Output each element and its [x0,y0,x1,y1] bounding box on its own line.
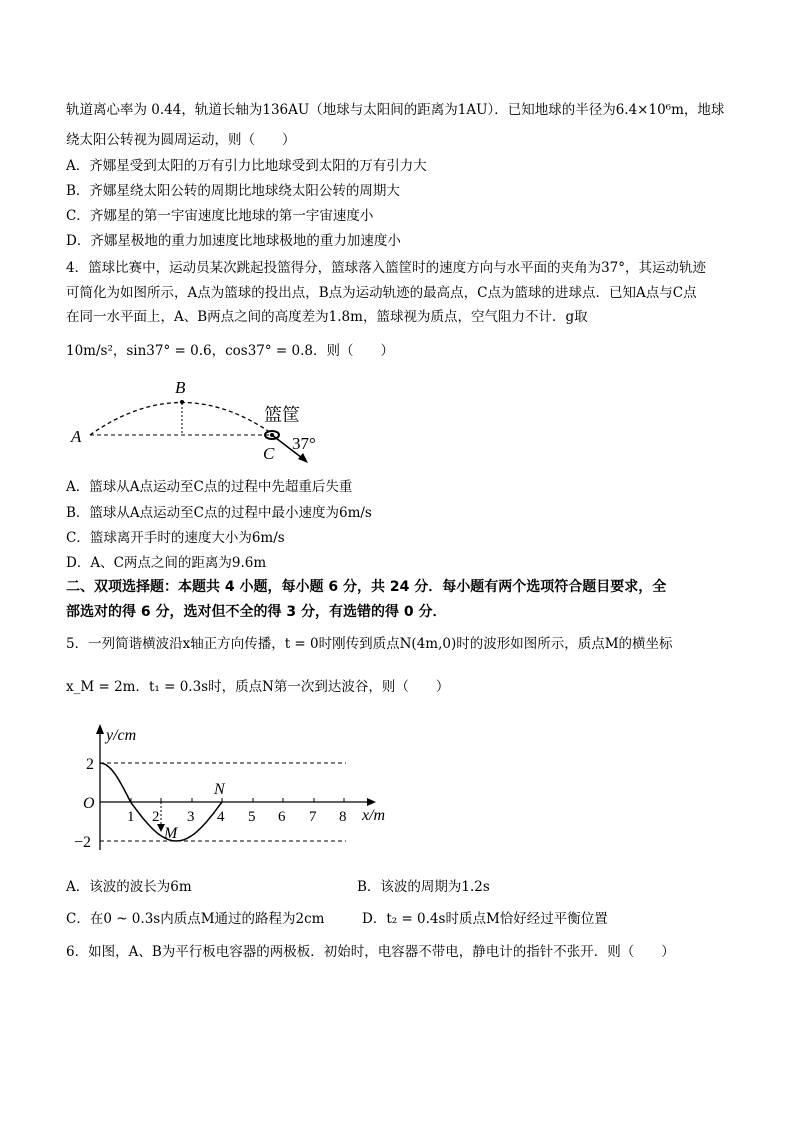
q5-option-d: D．t₂ = 0.4s时质点M恰好经过平衡位置 [362,911,608,927]
q4-option-c: C．篮球离开手时的速度大小为6m/s [66,530,285,546]
q3-stem-line1: 轨道离心率为 0.44，轨道长轴为136AU（地球与太阳间的距离为1AU）．已知地球的半径为6.4×10⁶m，地球 [66,102,725,118]
x-tick-2: 2 [152,809,160,825]
section2-heading-line1: 二、双项选择题：本题共 4 小题，每小题 6 分，共 24 分．每小题有两个选项符合题目要求，全 [66,579,667,595]
point-b-label: B [175,378,186,397]
y-axis-label: y/cm [106,727,137,744]
q4-stem-line3: 在同一水平面上，A、B两点之间的高度差为1.8m，篮球视为质点，空气阻力不计．g取 [66,309,588,325]
y-axis-arrow [96,724,104,734]
basketball-trajectory-figure [66,375,356,465]
section2-heading-line2: 部选对的得 6 分，选对但不全的得 3 分，有选错的得 0 分． [66,604,447,620]
x-tick-5: 5 [248,809,256,825]
x-tick-4: 4 [217,809,225,825]
x-axis-label: x/m [362,807,386,824]
velocity-arrowhead [298,453,308,463]
q3-option-b: B．齐娜星绕太阳公转的周期比地球绕太阳公转的周期大 [66,183,400,199]
q4-option-a: A．篮球从A点运动至C点的过程中先超重后失重 [66,479,353,495]
q4-stem-line1: 4．篮球比赛中，运动员某次跳起投篮得分，篮球落入篮筐时的速度方向与水平面的夹角为37°，其运动轨迹 [66,260,707,276]
point-m-label: M [164,825,178,842]
q5-stem-line1: 5．一列简谐横波沿x轴正方向传播，t = 0时刚传到质点N(4m,0)时的波形如图所示，质点M的横坐标 [66,636,673,652]
q3-option-d: D．齐娜星极地的重力加速度比地球极地的重力加速度小 [66,233,401,249]
q4-stem-line2: 可简化为如图所示，A点为篮球的投出点，B点为运动轨迹的最高点，C点为篮球的进球点．已知A点与C点 [66,285,697,301]
x-axis-arrow [367,798,376,806]
point-c-label: C [263,444,275,463]
y-tick-positive: 2 [86,756,94,773]
y-tick-negative: −2 [74,834,92,851]
hoop-label: 篮筐 [264,405,300,426]
q5-option-b: B．该波的周期为1.2s [357,879,490,895]
point-a-label: A [71,427,82,446]
q5-stem-line2: x_M = 2m．t₁ = 0.3s时，质点N第一次到达波谷，则（ ） [66,679,450,695]
angle-label: 37° [292,434,316,453]
q3-option-c: C．齐娜星的第一宇宙速度比地球的第一宇宙速度小 [66,208,374,224]
x-tick-7: 7 [309,809,317,825]
x-tick-6: 6 [278,809,286,825]
q6-stem-line1: 6．如图，A、B为平行板电容器的两极板．初始时，电容器不带电，静电计的指针不张开．则（ ） [66,944,675,960]
x-tick-3: 3 [187,809,195,825]
origin-label: O [83,795,95,812]
q4-stem-line4: 10m/s²，sin37° = 0.6，cos37° = 0.8．则（ ） [66,343,395,359]
x-tick-1: 1 [127,809,135,825]
point-n-label: N [214,781,225,798]
point-b-dot [180,400,184,404]
q5-option-c: C．在0 ~ 0.3s内质点M通过的路程为2cm [66,911,325,927]
x-tick-8: 8 [339,809,347,825]
q3-stem-line2: 绕太阳公转视为圆周运动，则（ ） [66,132,296,148]
q5-option-a: A．该波的波长为6m [66,879,192,895]
q3-option-a: A．齐娜星受到太阳的万有引力比地球受到太阳的万有引力大 [66,158,427,174]
q4-option-b: B．篮球从A点运动至C点的过程中最小速度为6m/s [66,505,372,521]
q4-option-d: D．A、C两点之间的距离为9.6m [66,555,267,571]
wave-figure [66,718,406,858]
